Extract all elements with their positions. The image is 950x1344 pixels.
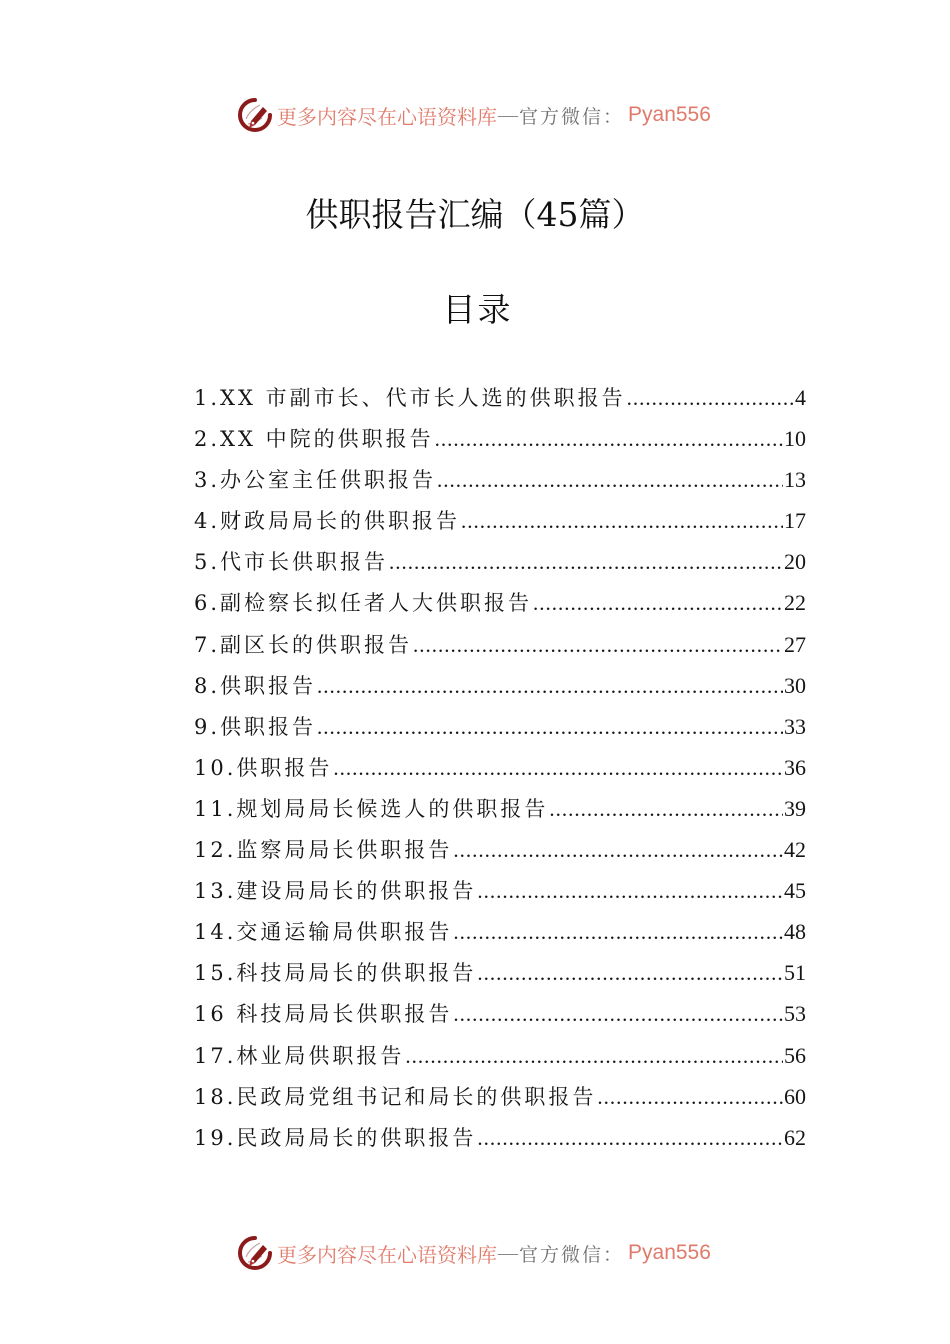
toc-entry-page: 33	[784, 713, 806, 739]
toc-entry-page: 42	[784, 837, 806, 863]
toc-entry-page: 30	[784, 672, 806, 698]
toc-entry[interactable]	[194, 541, 806, 582]
toc-leader-dots	[437, 460, 783, 501]
toc-entry-title: 4.财政局局长的供职报告	[194, 509, 461, 534]
toc-entry-title: 14.交通运输局供职报告	[194, 920, 453, 945]
toc-entry-title: 5.代市长供职报告	[194, 550, 389, 575]
toc-entry[interactable]	[194, 829, 806, 870]
watermark-wechat-id: Pyan556	[628, 1241, 711, 1264]
toc-entry[interactable]	[194, 377, 806, 418]
toc-entry[interactable]	[194, 747, 806, 788]
toc-entry-page: 45	[784, 878, 806, 904]
toc-entry[interactable]	[194, 1035, 806, 1076]
toc-entry-page: 39	[784, 795, 806, 821]
watermark-slogan: 更多内容尽在心语资料库	[277, 1242, 497, 1267]
toc-leader-dots	[333, 748, 783, 789]
toc-entry-title: 18.民政局党组书记和局长的供职报告	[194, 1084, 597, 1109]
pen-quill-logo-icon	[237, 97, 273, 133]
table-of-contents	[194, 377, 806, 1158]
toc-entry[interactable]	[194, 993, 806, 1034]
toc-entry[interactable]	[194, 418, 806, 459]
toc-entry[interactable]	[194, 582, 806, 623]
watermark-wechat-id: Pyan556	[628, 103, 711, 126]
toc-entry-title: 9.供职报告	[194, 714, 317, 739]
toc-leader-dots	[317, 666, 783, 707]
toc-entry-title: 3.办公室主任供职报告	[194, 468, 437, 493]
toc-entry-title: 7.副区长的供职报告	[194, 632, 413, 657]
toc-entry-page: 62	[784, 1124, 806, 1150]
toc-entry-page: 60	[784, 1083, 806, 1109]
toc-entry-page: 56	[784, 1042, 806, 1068]
toc-entry[interactable]	[194, 706, 806, 747]
toc-leader-dots	[413, 625, 783, 666]
toc-entry[interactable]	[194, 952, 806, 993]
watermark-dash: —	[498, 1241, 518, 1264]
toc-leader-dots	[477, 953, 783, 994]
toc-leader-dots	[533, 583, 783, 624]
toc-entry-page: 27	[784, 631, 806, 657]
toc-entry-page: 53	[784, 1001, 806, 1027]
toc-entry-title: 1.XX 市副市长、代市长人选的供职报告	[194, 386, 626, 410]
toc-entry-title: 15.科技局局长的供职报告	[194, 961, 477, 986]
toc-leader-dots	[389, 542, 783, 583]
toc-entry-page: 4	[795, 385, 806, 410]
watermark-banner-bottom	[237, 1233, 727, 1273]
toc-entry[interactable]	[194, 665, 806, 706]
watermark-banner-top	[237, 95, 727, 135]
toc-leader-dots	[549, 789, 783, 830]
toc-entry-page: 51	[784, 960, 806, 986]
watermark-dash: —	[498, 103, 518, 126]
toc-entry[interactable]	[194, 459, 806, 500]
pen-quill-logo-icon	[237, 1235, 273, 1271]
watermark-wechat-label: 官方微信：	[519, 1243, 625, 1266]
watermark-wechat-label: 官方微信：	[519, 105, 625, 128]
toc-entry[interactable]	[194, 788, 806, 829]
toc-leader-dots	[477, 871, 783, 912]
toc-entry-page: 20	[784, 549, 806, 575]
toc-heading: 目录	[442, 290, 513, 329]
toc-leader-dots	[453, 830, 783, 871]
toc-leader-dots	[405, 1036, 783, 1077]
toc-entry-title: 12.监察局局长供职报告	[194, 838, 453, 863]
toc-entry-page: 10	[784, 426, 806, 452]
toc-entry-title: 6.副检察长拟任者人大供职报告	[194, 591, 533, 616]
toc-leader-dots	[627, 378, 794, 419]
toc-leader-dots	[453, 994, 783, 1035]
toc-entry-page: 13	[784, 467, 806, 493]
document-title: 供职报告汇编（45篇）	[305, 195, 645, 234]
toc-entry[interactable]	[194, 1076, 806, 1117]
toc-leader-dots	[461, 501, 783, 542]
toc-leader-dots	[477, 1118, 783, 1159]
toc-entry-page: 36	[784, 754, 806, 780]
toc-leader-dots	[453, 912, 783, 953]
toc-entry-page: 22	[784, 590, 806, 616]
toc-entry-page: 48	[784, 919, 806, 945]
toc-entry-title: 11.规划局局长候选人的供职报告	[194, 796, 549, 821]
toc-entry[interactable]	[194, 870, 806, 911]
toc-leader-dots	[597, 1077, 783, 1118]
toc-entry-page: 17	[784, 508, 806, 534]
toc-entry[interactable]	[194, 911, 806, 952]
toc-entry-title: 8.供职报告	[194, 673, 317, 698]
watermark-slogan: 更多内容尽在心语资料库	[277, 104, 497, 129]
toc-entry-title: 16 科技局局长供职报告	[194, 1002, 453, 1027]
toc-entry-title: 2.XX 中院的供职报告	[194, 427, 434, 452]
toc-entry-title: 17.林业局供职报告	[194, 1043, 405, 1068]
toc-entry[interactable]	[194, 624, 806, 665]
toc-leader-dots	[317, 707, 783, 748]
toc-entry-title: 13.建设局局长的供职报告	[194, 879, 477, 904]
toc-leader-dots	[435, 419, 783, 460]
toc-entry-title: 19.民政局局长的供职报告	[194, 1125, 477, 1150]
toc-entry[interactable]	[194, 1117, 806, 1158]
toc-entry[interactable]	[194, 500, 806, 541]
toc-entry-title: 10.供职报告	[194, 755, 333, 780]
